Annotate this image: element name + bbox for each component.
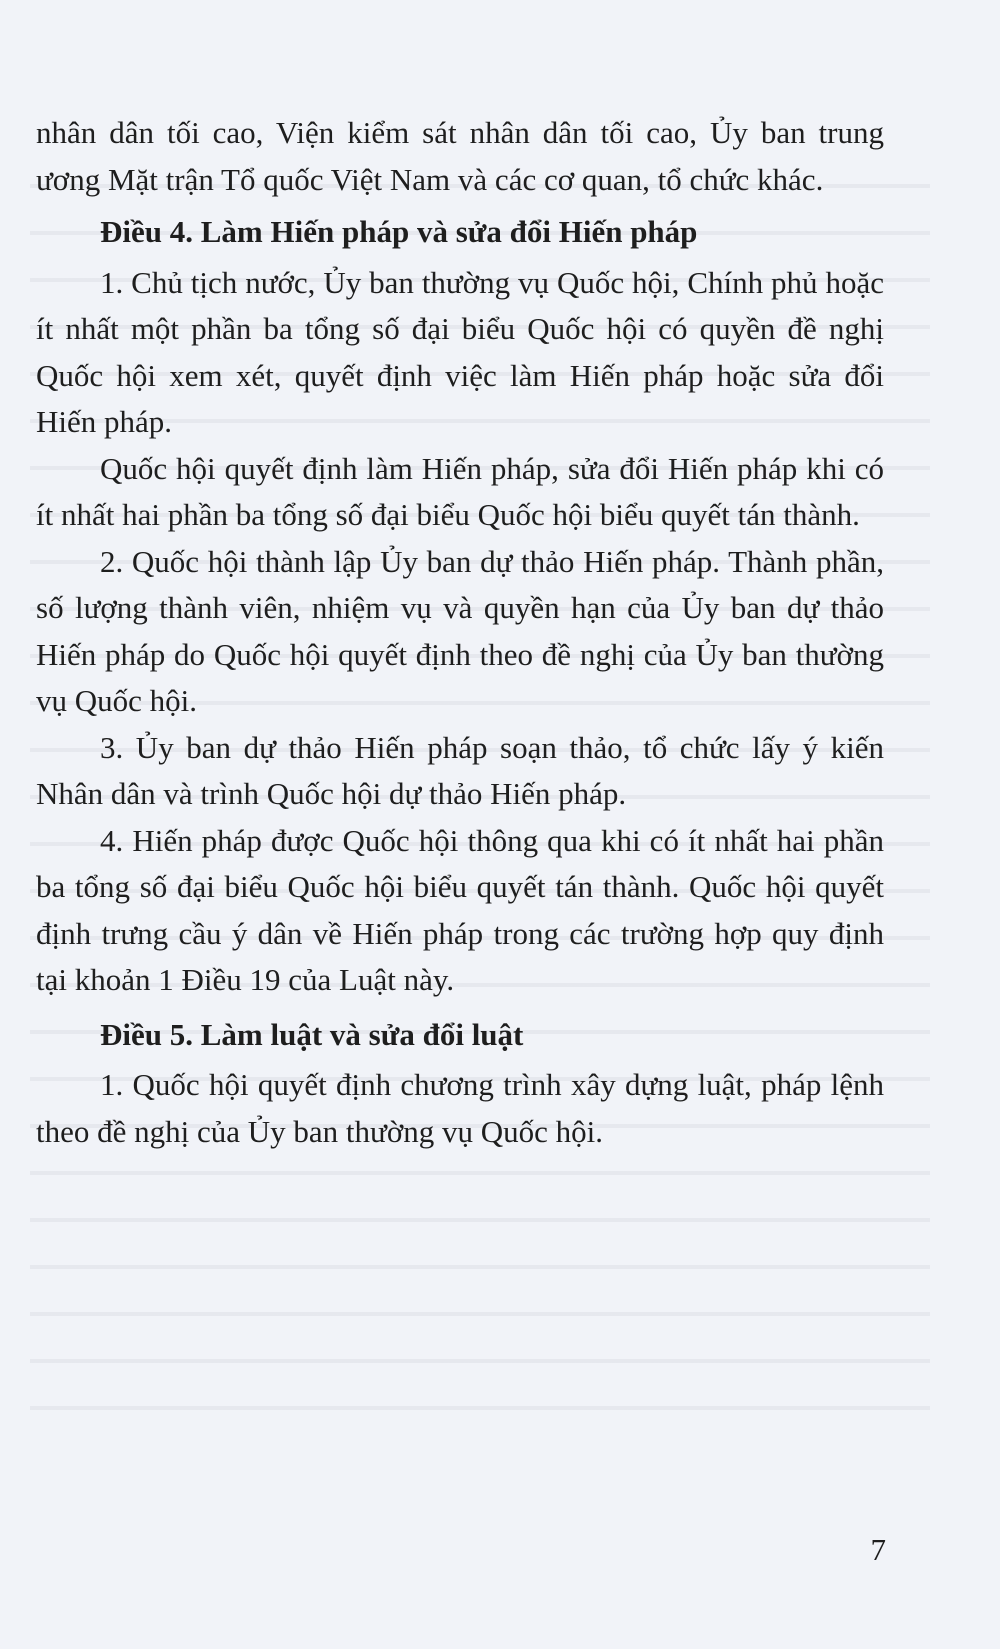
article-4-clause-2: 2. Quốc hội thành lập Ủy ban dự thảo Hiến pháp. Thành phần, số lượng thành viên, nhiệm vụ và quyền hạn của Ủy ban dự thảo Hiến pháp do Quốc hội quyết định theo đề nghị của Ủy ban thường vụ Quốc hội. bbox=[36, 543, 884, 718]
article-5-heading: Điều 5. Làm luật và sửa đổi luật bbox=[100, 1016, 524, 1052]
paragraph-continuation: nhân dân tối cao, Viện kiểm sát nhân dân tối cao, Ủy ban trung ương Mặt trận Tổ quốc Việt Nam và các cơ quan, tổ chức khác. bbox=[36, 115, 884, 197]
article-4-clause-3: 3. Ủy ban dự thảo Hiến pháp soạn thảo, tổ chức lấy ý kiến Nhân dân và trình Quốc hội dự thảo Hiến pháp. bbox=[36, 729, 884, 811]
article-5-clause-1: 1. Quốc hội quyết định chương trình xây dựng luật, pháp lệnh theo đề nghị của Ủy ban thường vụ Quốc hội. bbox=[36, 1067, 884, 1149]
page-body bbox=[36, 110, 884, 1155]
article-4-clause-4: 4. Hiến pháp được Quốc hội thông qua khi có ít nhất hai phần ba tổng số đại biểu Quốc hội biểu quyết tán thành. Quốc hội quyết định trưng cầu ý dân về Hiến pháp trong các trường hợp quy định tại khoản 1 Điều 19 của Luật này. bbox=[36, 822, 884, 997]
page-number: 7 bbox=[870, 1532, 886, 1567]
article-4-clause-1-continued: Quốc hội quyết định làm Hiến pháp, sửa đổi Hiến pháp khi có ít nhất hai phần ba tổng số đại biểu Quốc hội biểu quyết tán thành. bbox=[36, 450, 884, 532]
article-4-clause-1: 1. Chủ tịch nước, Ủy ban thường vụ Quốc hội, Chính phủ hoặc ít nhất một phần ba tổng số đại biểu Quốc hội có quyền đề nghị Quốc hội xem xét, quyết định việc làm Hiến pháp hoặc sửa đổi Hiến pháp. bbox=[36, 264, 884, 439]
article-4-heading: Điều 4. Làm Hiến pháp và sửa đổi Hiến pháp bbox=[100, 214, 698, 249]
